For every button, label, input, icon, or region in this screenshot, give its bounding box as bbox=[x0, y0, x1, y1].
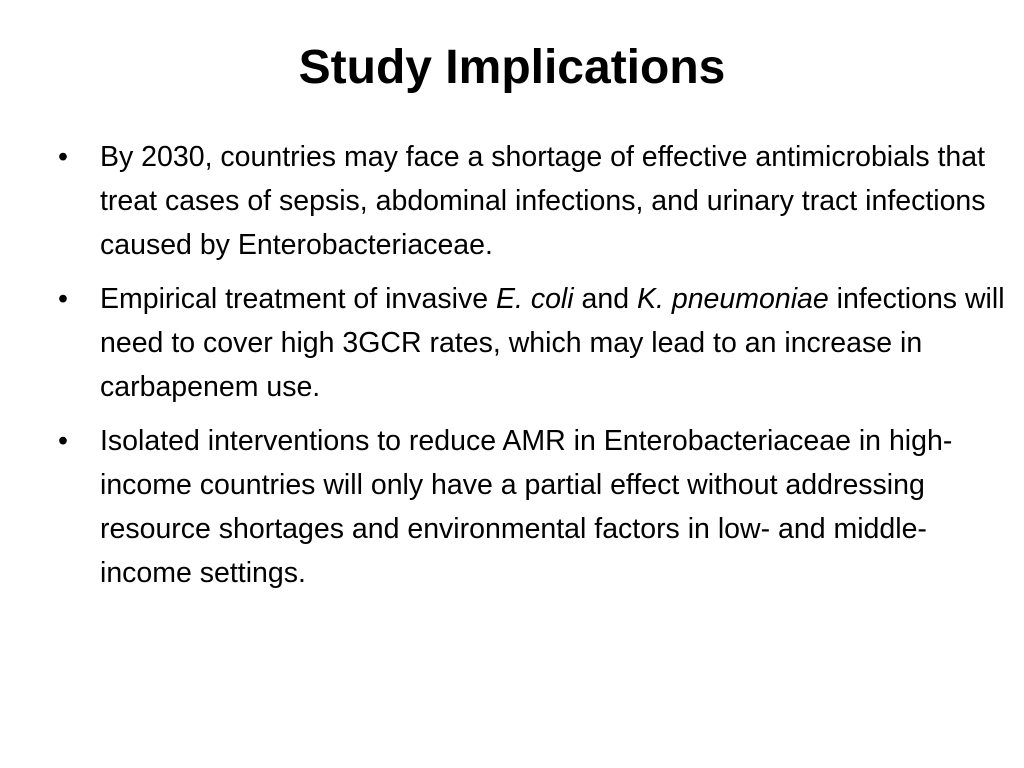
bullet-text: Isolated interventions to reduce AMR in Enterobacteriaceae in high-income countries will only have a partial effect without addressing resource shortages and environmental factors in low- and middle-income settings. bbox=[100, 425, 953, 589]
bullet-item bbox=[58, 419, 1006, 595]
bullet-marker: • bbox=[58, 283, 68, 315]
bullet-marker: • bbox=[58, 141, 68, 173]
bullet-item bbox=[58, 277, 1006, 409]
organism-name-k-pneumoniae: K. pneumoniae bbox=[637, 283, 829, 315]
slide-title: Study Implications bbox=[298, 41, 726, 94]
bullet-text-part: and bbox=[573, 283, 637, 315]
bullet-list bbox=[58, 135, 1006, 605]
bullet-marker: • bbox=[58, 425, 68, 457]
organism-name-e-coli: E. coli bbox=[495, 283, 574, 315]
bullet-item bbox=[58, 135, 1006, 267]
bullet-text-part: Empirical treatment of invasive bbox=[100, 283, 496, 315]
bullet-text-part: infections will need to cover high 3GCR rates, which may lead to an increase in carbapenem use. bbox=[100, 283, 1005, 403]
bullet-text: By 2030, countries may face a shortage of effective antimicrobials that treat cases of sepsis, abdominal infections, and urinary tract infections caused by Enterobacteriaceae. bbox=[100, 141, 986, 261]
